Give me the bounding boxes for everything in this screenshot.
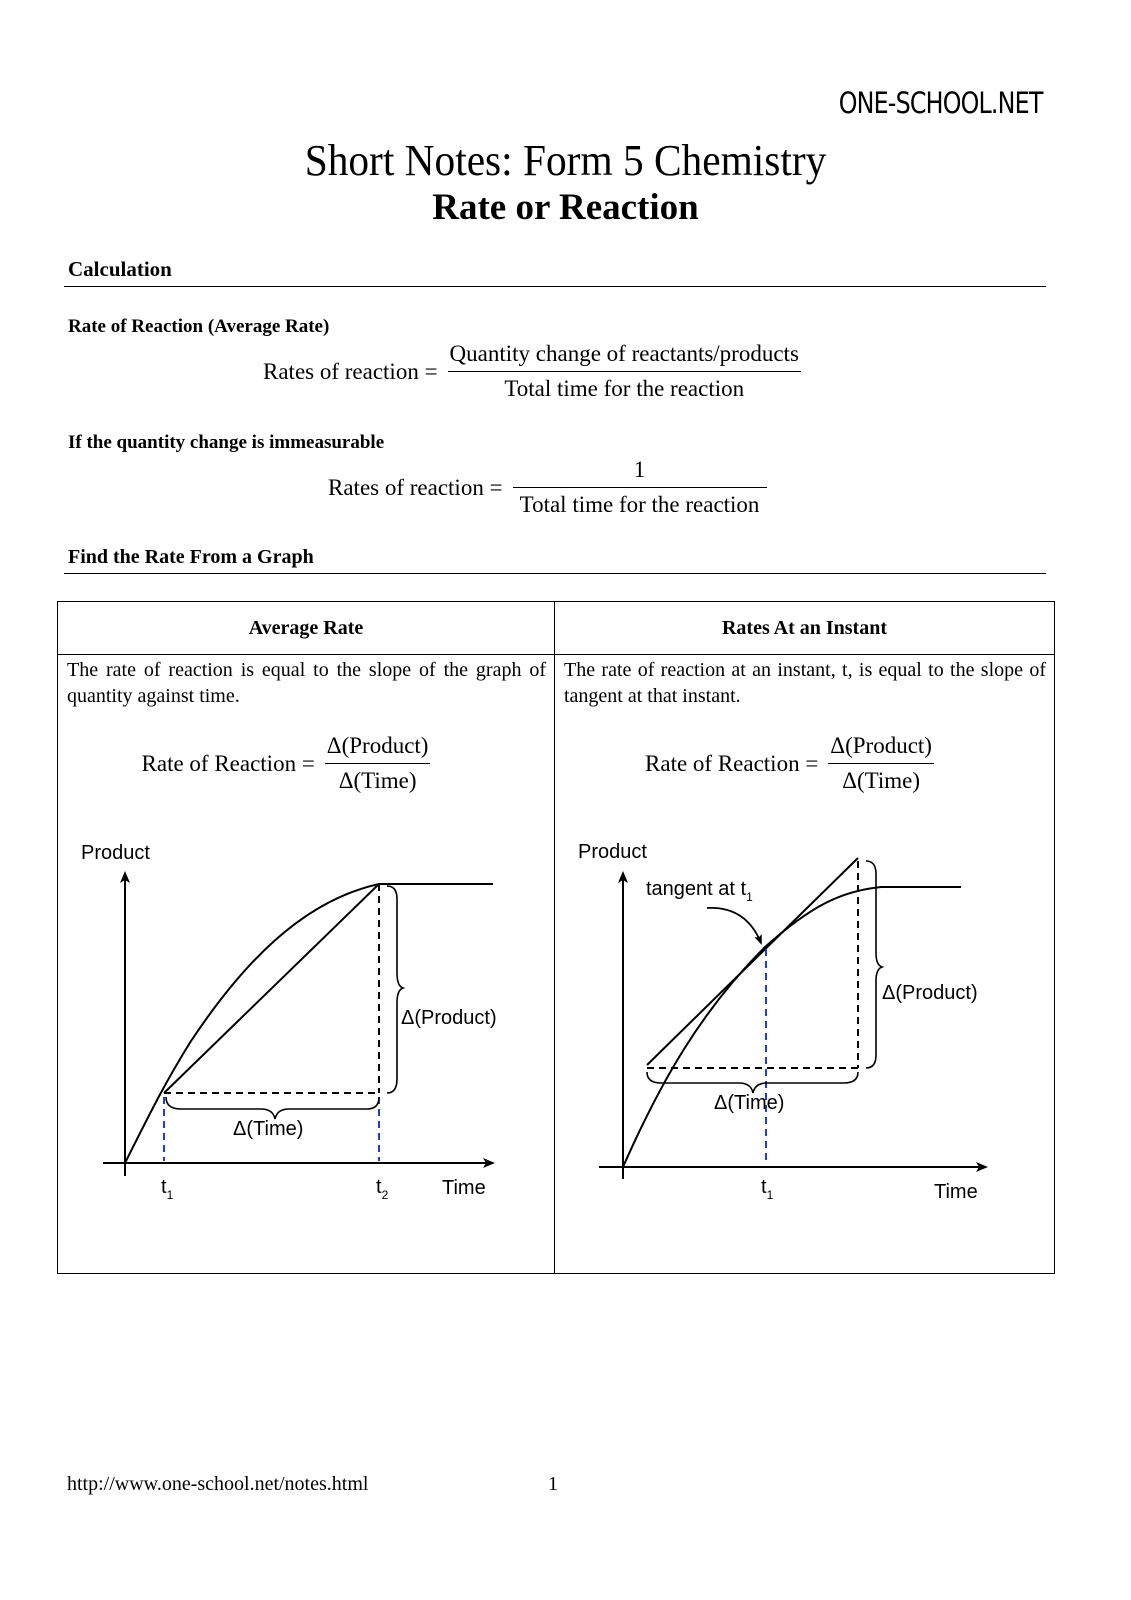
section-heading-graph: Find the Rate From a Graph	[68, 546, 314, 568]
section-divider	[64, 286, 1046, 287]
delta-time-brace	[166, 1097, 379, 1119]
section-divider	[64, 573, 1046, 574]
delta-product-brace	[387, 886, 403, 1093]
subheading-immeasurable: If the quantity change is immeasurable	[68, 432, 385, 453]
average-rate-graph	[58, 827, 555, 1247]
fraction-denominator: Δ(Time)	[842, 768, 921, 793]
secant-line	[164, 884, 379, 1093]
equation-average-rate	[263, 341, 801, 402]
equation-lhs: Rates of reaction =	[328, 474, 503, 500]
y-axis-label: Product	[578, 841, 647, 863]
description-text: The rate of reaction is equal to the slope of the graph of quantity against time.	[67, 659, 546, 707]
delta-product-label: Δ(Product)	[401, 1007, 497, 1029]
fraction	[325, 733, 431, 794]
tangent-label: tangent at $t_1$	[646, 878, 753, 904]
footer-url[interactable]: http://www.one-school.net/notes.html	[67, 1473, 369, 1495]
page-number: 1	[548, 1473, 558, 1495]
x-axis-label: Time	[934, 1181, 978, 1203]
fraction	[828, 733, 934, 794]
t2-label: $t_2$	[376, 1176, 389, 1202]
description-text: The rate of reaction at an instant, t, is equal to the slope of tangent at that instant.	[564, 659, 1046, 707]
site-brand: ONE-SCHOOL.NET	[839, 86, 1043, 120]
fraction-denominator: Δ(Time)	[338, 768, 417, 793]
product-curve	[623, 887, 961, 1167]
fraction-numerator: Quantity change of reactants/products	[448, 341, 801, 372]
section-heading-calculation: Calculation	[68, 257, 172, 281]
instant-rate-graph	[555, 827, 1055, 1247]
cell-average-rate	[58, 655, 555, 1274]
delta-product-brace	[866, 861, 882, 1068]
column-header-instant-rate: Rates At an Instant	[555, 602, 1055, 655]
cell-instant-rate	[555, 655, 1055, 1274]
equation-lhs: Rate of Reaction =	[141, 750, 315, 776]
equation-lhs: Rate of Reaction =	[645, 750, 819, 776]
page-title: Short Notes: Form 5 Chemistry	[304, 136, 827, 185]
equation-rate	[38, 733, 534, 794]
t1-label: $t_1$	[761, 1176, 774, 1202]
y-axis-label: Product	[81, 842, 150, 864]
subheading-average-rate: Rate of Reaction (Average Rate)	[68, 316, 330, 337]
equation-immeasurable	[328, 457, 767, 518]
x-axis-label: Time	[442, 1177, 486, 1199]
tangent-pointer-arrow	[707, 908, 761, 943]
fraction-numerator: 1	[513, 457, 767, 488]
delta-time-label: Δ(Time)	[714, 1092, 785, 1114]
fraction-denominator: Total time for the reaction	[504, 376, 745, 401]
delta-time-label: Δ(Time)	[233, 1118, 304, 1140]
fraction-numerator: Δ(Product)	[828, 733, 934, 764]
t1-label: $t_1$	[161, 1176, 174, 1202]
equation-lhs: Rates of reaction =	[263, 358, 438, 384]
fraction	[448, 341, 801, 402]
equation-rate	[540, 733, 1039, 794]
fraction-numerator: Δ(Product)	[325, 733, 431, 764]
delta-time-brace	[647, 1072, 858, 1093]
fraction-denominator: Total time for the reaction	[519, 492, 760, 517]
delta-product-label: Δ(Product)	[882, 982, 978, 1004]
fraction	[513, 457, 767, 518]
column-header-average-rate: Average Rate	[58, 602, 555, 655]
rate-comparison-table	[57, 601, 1055, 1274]
page-subtitle: Rate or Reaction	[432, 187, 699, 228]
